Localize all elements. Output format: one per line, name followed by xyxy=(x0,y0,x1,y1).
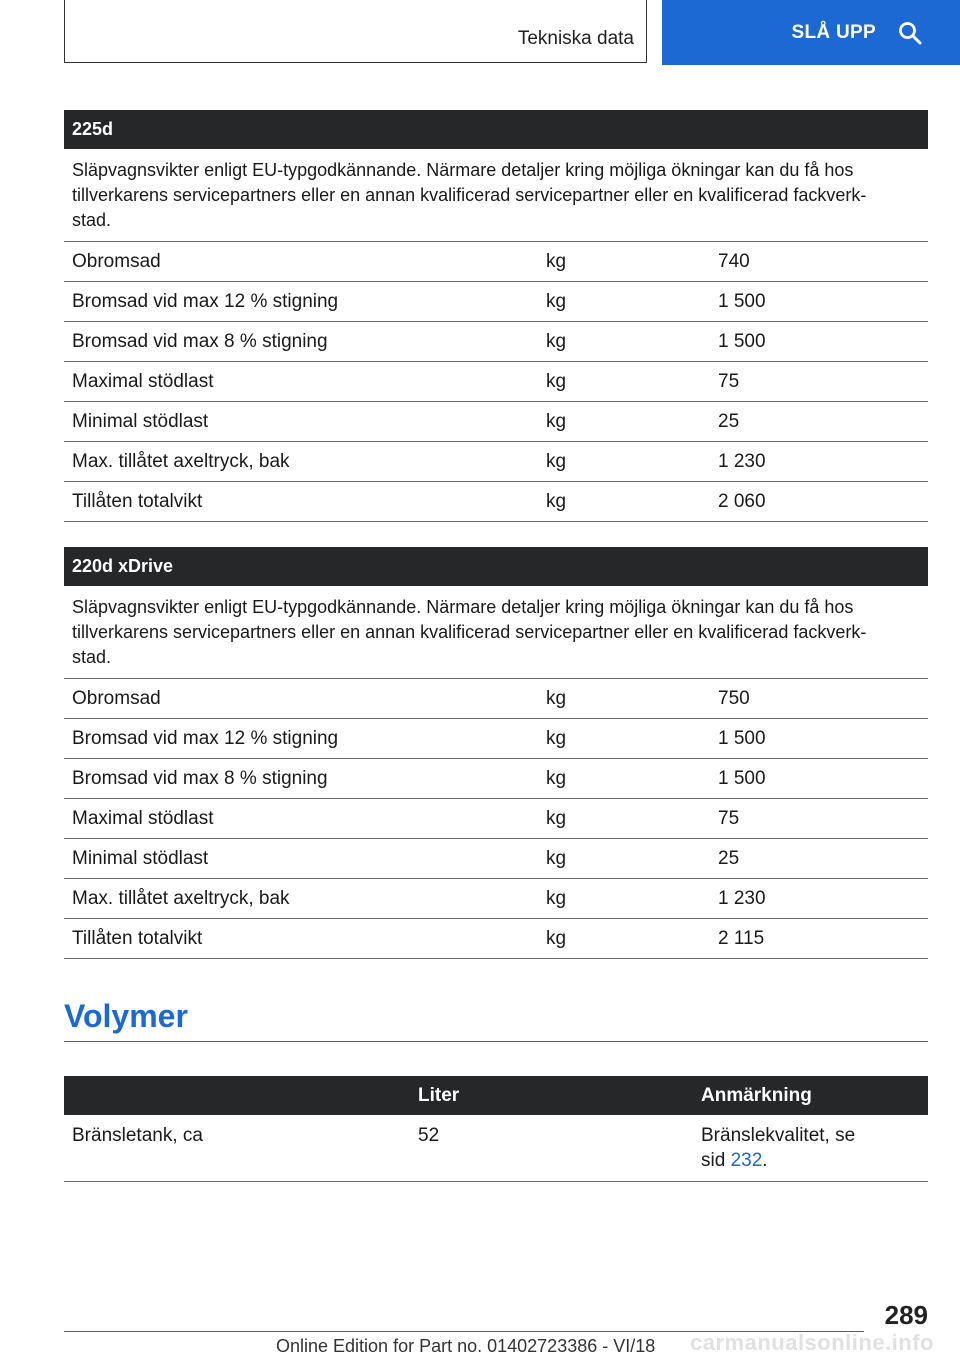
row-unit: kg xyxy=(538,919,710,959)
row-unit: kg xyxy=(538,442,710,482)
column-header-liter: Liter xyxy=(410,1076,693,1115)
table-row xyxy=(64,759,928,799)
remark-suffix: . xyxy=(762,1150,768,1171)
row-label: Obromsad xyxy=(64,242,538,282)
search-button-label: SLÅ UPP xyxy=(791,21,876,43)
weights-table xyxy=(64,679,928,959)
row-label: Minimal stödlast xyxy=(64,839,538,879)
row-label: Bromsad vid max 8 % stigning xyxy=(64,322,538,362)
row-value: 1 500 xyxy=(710,322,928,362)
table-row xyxy=(64,1115,928,1182)
column-header xyxy=(64,1076,410,1115)
row-value: 1 230 xyxy=(710,442,928,482)
edition-text: Online Edition for Part no. 01402723386 - VI/18 xyxy=(276,1336,656,1356)
row-label: Bränsletank, ca xyxy=(64,1115,410,1182)
table-row xyxy=(64,482,928,522)
table-row xyxy=(64,282,928,322)
table-row xyxy=(64,719,928,759)
weights-table xyxy=(64,242,928,522)
row-unit: kg xyxy=(538,402,710,442)
row-label: Obromsad xyxy=(64,679,538,719)
row-remark xyxy=(693,1115,928,1182)
row-label: Tillåten totalvikt xyxy=(64,482,538,522)
remark-text: Bränslekvalitet, se xyxy=(701,1125,856,1146)
section-note: Släpvagnsvikter enligt EU-typgodkännande. Närmare detaljer kring möjliga ökningar kan du få hos tillverkarens servicepartners eller en annan kvalificerad servicepartner eller en kvalificerad fackverk-stad. xyxy=(64,586,928,679)
section-220d-xdrive xyxy=(64,547,928,959)
row-unit: kg xyxy=(538,719,710,759)
row-label: Max. tillåtet axeltryck, bak xyxy=(64,879,538,919)
row-unit: kg xyxy=(538,759,710,799)
chapter-title: Tekniska data xyxy=(517,28,634,49)
row-value: 1 230 xyxy=(710,879,928,919)
row-unit: kg xyxy=(538,799,710,839)
row-value: 2 060 xyxy=(710,482,928,522)
table-row xyxy=(64,679,928,719)
row-value: 1 500 xyxy=(710,282,928,322)
table-row xyxy=(64,839,928,879)
section-225d xyxy=(64,110,928,522)
section-heading: 220d xDrive xyxy=(64,547,928,586)
row-unit: kg xyxy=(538,879,710,919)
volumes-heading: Volymer xyxy=(64,998,928,1042)
volumes-table xyxy=(64,1076,928,1182)
table-row xyxy=(64,242,928,282)
row-unit: kg xyxy=(538,482,710,522)
search-icon xyxy=(898,21,922,45)
remark-prefix: sid xyxy=(701,1150,731,1171)
row-label: Minimal stödlast xyxy=(64,402,538,442)
table-row xyxy=(64,362,928,402)
search-button[interactable] xyxy=(662,0,960,65)
table-row xyxy=(64,919,928,959)
header-box xyxy=(64,0,647,63)
row-unit: kg xyxy=(538,322,710,362)
table-row xyxy=(64,879,928,919)
row-unit: kg xyxy=(538,282,710,322)
row-label: Bromsad vid max 12 % stigning xyxy=(64,282,538,322)
row-liter: 52 xyxy=(410,1115,693,1182)
section-heading: 225d xyxy=(64,110,928,149)
section-note: Släpvagnsvikter enligt EU-typgodkännande. Närmare detaljer kring möjliga ökningar kan du få hos tillverkarens servicepartners eller en annan kvalificerad servicepartner eller en kvalificerad fackverk-stad. xyxy=(64,149,928,242)
row-label: Bromsad vid max 8 % stigning xyxy=(64,759,538,799)
row-value: 1 500 xyxy=(710,759,928,799)
row-label: Max. tillåtet axeltryck, bak xyxy=(64,442,538,482)
row-label: Maximal stödlast xyxy=(64,799,538,839)
row-label: Bromsad vid max 12 % stigning xyxy=(64,719,538,759)
row-value: 1 500 xyxy=(710,719,928,759)
row-value: 75 xyxy=(710,799,928,839)
watermark: carmanualsonline.info xyxy=(690,1330,934,1355)
row-unit: kg xyxy=(538,362,710,402)
table-header-row xyxy=(64,1076,928,1115)
column-header-remark: Anmärkning xyxy=(693,1076,928,1115)
table-row xyxy=(64,402,928,442)
table-row xyxy=(64,799,928,839)
row-value: 25 xyxy=(710,839,928,879)
table-row xyxy=(64,322,928,362)
page-number: 289 xyxy=(884,1300,928,1330)
row-value: 75 xyxy=(710,362,928,402)
row-value: 740 xyxy=(710,242,928,282)
row-value: 25 xyxy=(710,402,928,442)
row-label: Maximal stödlast xyxy=(64,362,538,402)
page-reference-link[interactable]: 232 xyxy=(730,1150,763,1171)
table-row xyxy=(64,442,928,482)
row-unit: kg xyxy=(538,242,710,282)
row-value: 2 115 xyxy=(710,919,928,959)
row-unit: kg xyxy=(538,839,710,879)
row-label: Tillåten totalvikt xyxy=(64,919,538,959)
row-unit: kg xyxy=(538,679,710,719)
row-value: 750 xyxy=(710,679,928,719)
